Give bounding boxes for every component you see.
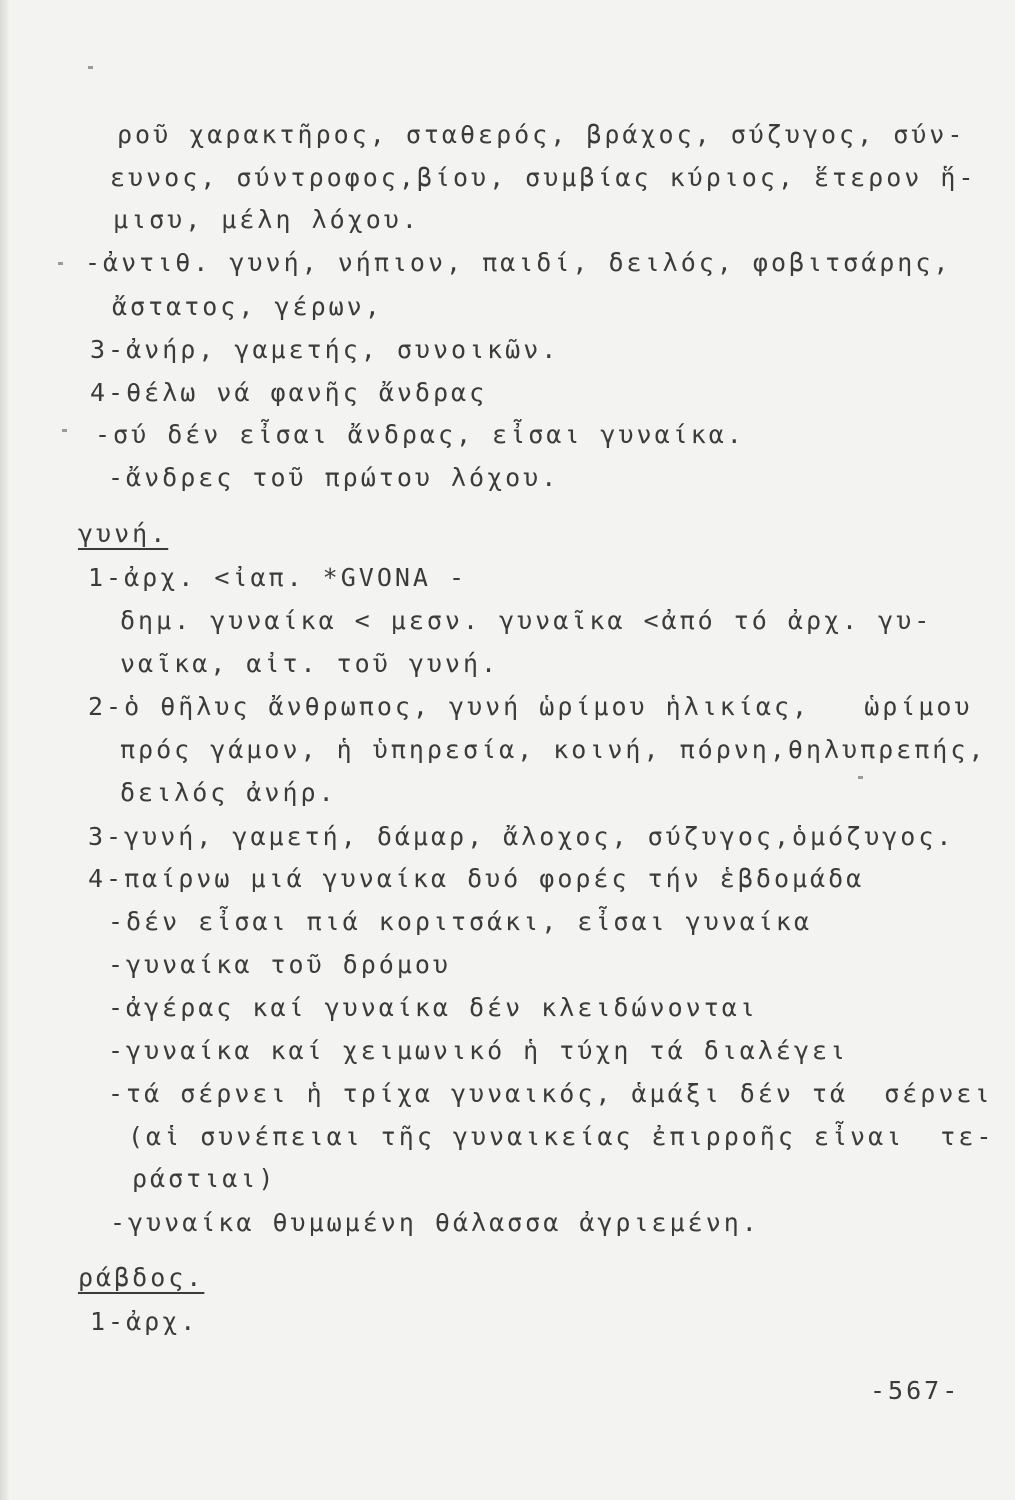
text-line-19: -δέν εἶσαι πιά κοριτσάκι, εἶσαι γυναίκα bbox=[108, 907, 812, 936]
section-heading-gyne: γυνή. bbox=[78, 519, 169, 548]
text-line-24: (αἱ συνέπειαι τῆς γυναικείας ἐπιρροῆς εἶναι τε- bbox=[128, 1122, 995, 1151]
text-line-13: ναῖκα, αἰτ. τοῦ γυνή. bbox=[120, 649, 500, 678]
scan-speck bbox=[58, 262, 63, 265]
text-line-26: -γυναίκα θυμωμένη θάλασσα ἀγριεμένη. bbox=[110, 1208, 760, 1237]
text-line-16: δειλός ἀνήρ. bbox=[120, 778, 337, 807]
text-line-17: 3-γυνή, γαμετή, δάμαρ, ἄλοχος, σύζυγος,ὁμόζυγος. bbox=[88, 822, 955, 851]
text-line-5: ἄστατος, γέρων, bbox=[112, 292, 383, 321]
scan-speck bbox=[62, 429, 67, 432]
scan-speck bbox=[858, 776, 863, 779]
section-heading-rabdos: ράβδος. bbox=[78, 1263, 205, 1292]
text-line-12: δημ. γυναίκα < μεσν. γυναῖκα <ἀπό τό ἀρχ. γυ- bbox=[120, 606, 933, 635]
text-line-25: ράστιαι) bbox=[132, 1164, 277, 1193]
text-line-22: -γυναίκα καί χειμωνικό ἡ τύχη τά διαλέγει bbox=[108, 1036, 849, 1065]
page-number: -567- bbox=[870, 1376, 961, 1405]
text-line-20: -γυναίκα τοῦ δρόμου bbox=[108, 950, 451, 979]
text-line-7: 4-θέλω νά φανῆς ἄνδρας bbox=[90, 378, 488, 407]
text-line-6: 3-ἀνήρ, γαμετής, συνοικῶν. bbox=[90, 335, 560, 364]
text-line-15: πρός γάμον, ἡ ὑπηρεσία, κοινή, πόρνη,θηλυπρεπής, bbox=[120, 735, 987, 764]
text-line-8: -σύ δέν εἶσαι ἄνδρας, εἶσαι γυναίκα. bbox=[95, 420, 745, 449]
text-line-28: 1-ἀρχ. bbox=[90, 1307, 199, 1336]
text-line-9: -ἄνδρες τοῦ πρώτου λόχου. bbox=[108, 463, 560, 492]
text-line-1: ροῦ χαρακτῆρος, σταθερός, βράχος, σύζυγος, σύν- bbox=[117, 120, 966, 149]
text-line-18: 4-παίρνω μιά γυναίκα δυό φορές τήν ἑβδομάδα bbox=[88, 864, 865, 893]
text-line-3: μισυ, μέλη λόχου. bbox=[113, 205, 420, 234]
text-line-23: -τά σέρνει ἡ τρίχα γυναικός, ἁμάξι δέν τά σέρνει bbox=[108, 1079, 993, 1108]
text-line-11: 1-ἀρχ. <ἰαπ. *GVONA - bbox=[88, 563, 468, 592]
text-line-4: -ἀντιθ. γυνή, νήπιον, παιδί, δειλός, φοβιτσάρης, bbox=[85, 248, 952, 277]
text-line-21: -ἀγέρας καί γυναίκα δέν κλειδώνονται bbox=[108, 993, 758, 1022]
page-binding-edge bbox=[0, 0, 9, 1500]
scan-speck bbox=[88, 66, 93, 69]
text-line-14: 2-ὁ θῆλυς ἄνθρωπος, γυνή ὡρίμου ἡλικίας, ὡρίμου bbox=[88, 692, 973, 721]
text-line-2: ευνος, σύντροφος,βίου, συμβίας κύριος, ἕτερον ἥ- bbox=[110, 163, 977, 192]
